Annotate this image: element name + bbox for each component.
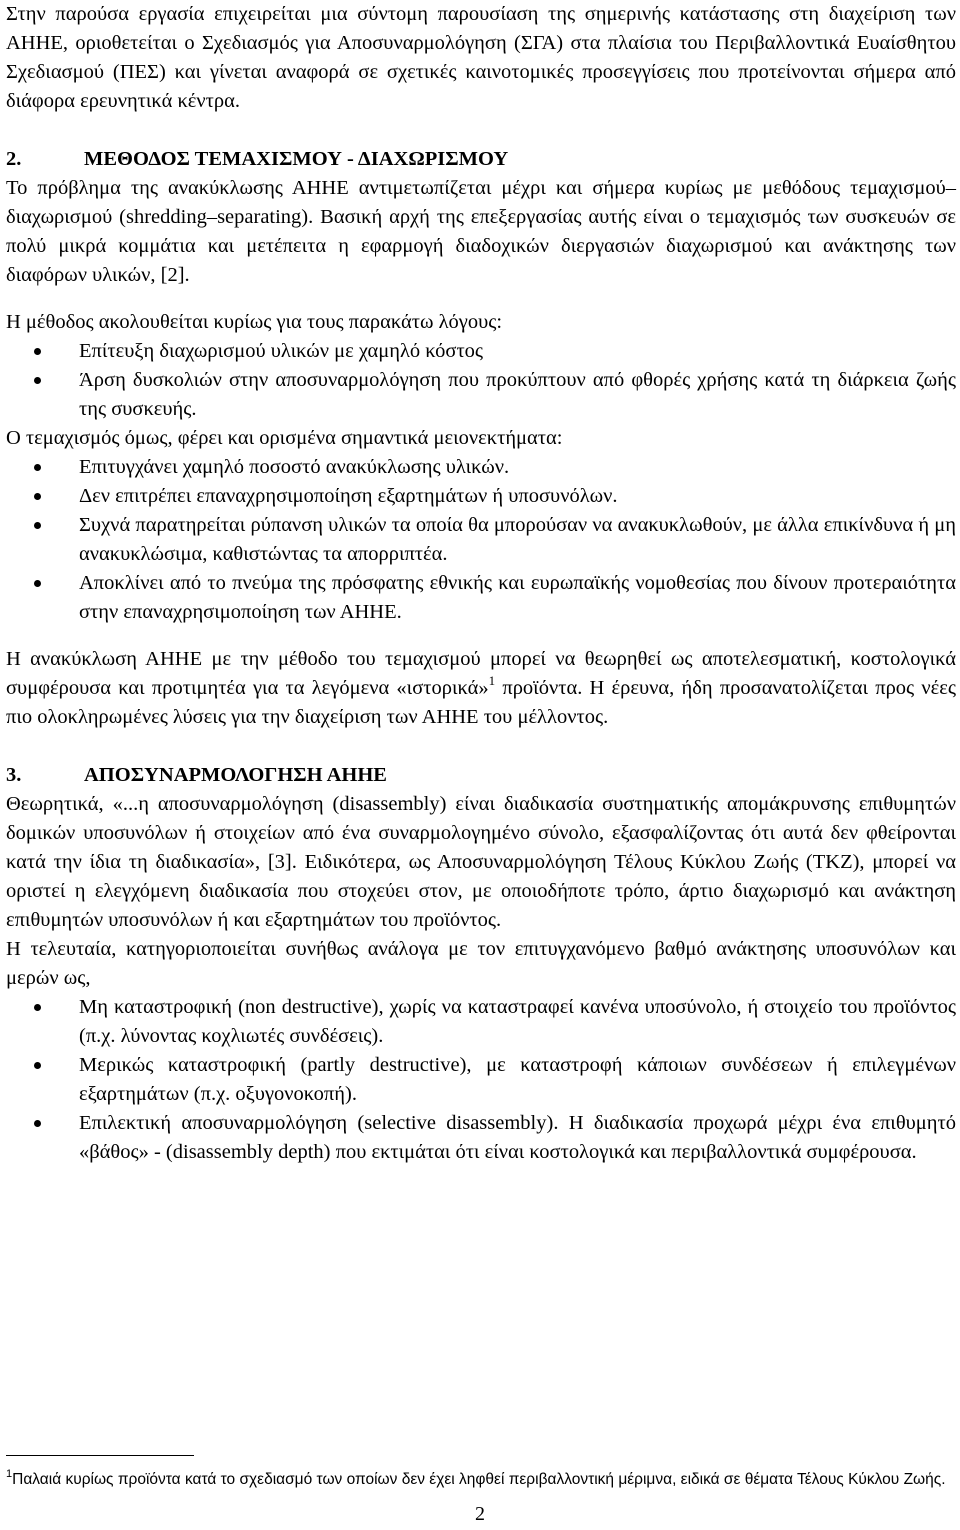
list-item	[6, 453, 956, 482]
list-item	[6, 1109, 956, 1167]
list-item	[6, 511, 956, 569]
list-item	[6, 1051, 956, 1109]
section-3-number: 3.	[6, 764, 22, 786]
bullet-icon	[34, 1004, 41, 1011]
list-item-text: Μερικώς καταστροφική (partly destructive), με καταστροφή κάποιων συνδέσεων ή επιλεγμένων εξαρτημάτων (π.χ. οξυγονοκοπή).	[79, 1054, 956, 1105]
bullet-icon	[34, 377, 41, 384]
section-3-heading	[6, 761, 956, 790]
section-2-title: ΜΕΘΟΔΟΣ ΤΕΜΑΧΙΣΜΟΥ - ΔΙΑΧΩΡΙΣΜΟΥ	[84, 148, 509, 170]
list-item-text: Συχνά παρατηρείται ρύπανση υλικών τα οποία θα μπορούσαν να ανακυκλωθούν, με άλλα επικίνδυνα ή μη ανακυκλώσιμα, καθιστώντας τα απορριπτέα.	[79, 514, 956, 565]
footnote-mark: 1	[6, 1468, 13, 1480]
list-item	[6, 482, 956, 511]
bullet-icon	[34, 348, 41, 355]
section-2-number: 2.	[6, 148, 22, 170]
list-item	[6, 366, 956, 424]
intro-paragraph: Στην παρούσα εργασία επιχειρείται μια σύντομη παρουσίαση της σημερινής κατάστασης στη διαχείριση των ΑΗΗΕ, οριοθετείται ο Σχεδιασμός για Αποσυναρμολόγηση (ΣΓΑ) στα πλαίσια του Περιβαλλοντικά Ευαίσθητου Σχεδιασμού (ΠΕΣ) και γίνεται αναφορά σε σχετικές καινοτομικές προσεγγίσεις που προτείνονται σήμερα από διάφορα ερευνητικά κέντρα.	[6, 3, 956, 112]
bullet-icon	[34, 464, 41, 471]
section-2-paragraph-1: Το πρόβλημα της ανακύκλωσης ΑΗΗΕ αντιμετωπίζεται μέχρι και σήμερα κυρίως με μεθόδους τεμαχισμού–διαχωρισμού (shredding–separating). Βασική αρχή της επεξεργασίας αυτής είναι ο τεμαχισμός των συσκευών σε πολύ μικρά κομμάτια και μετέπειτα η εφαρμογή διαδοχικών διεργασιών διαχωρισμού και ανάκτησης των διαφόρων υλικών, [2].	[6, 177, 956, 286]
paragraph-text: προϊόντα. Η έρευνα, ήδη προσανατολίζεται προς νέες πιο ολοκληρωμένες λύσεις για την διαχείριση των ΑΗΗΕ του μέλλοντος.	[6, 677, 956, 728]
section-3-title: ΑΠΟΣΥΝΑΡΜΟΛΟΓΗΣΗ ΑΗΗΕ	[84, 764, 387, 786]
reasons-list	[6, 337, 956, 424]
drawbacks-list	[6, 453, 956, 627]
list-item-text: Αποκλίνει από το πνεύμα της πρόσφατης εθνικής και ευρωπαϊκής νομοθεσίας που δίνουν προτεραιότητα στην επαναχρησιμοποίηση των ΑΗΗΕ.	[79, 572, 956, 623]
bullet-icon	[34, 1120, 41, 1127]
section-2-heading	[6, 145, 956, 174]
bullet-icon	[34, 522, 41, 529]
list-item-text: Επιτυγχάνει χαμηλό ποσοστό ανακύκλωσης υλικών.	[79, 456, 510, 478]
disassembly-types-list	[6, 993, 956, 1167]
section-3-paragraph-2: Η τελευταία, κατηγοριοποιείται συνήθως ανάλογα με τον επιτυγχανόμενο βαθμό ανάκτησης υποσυνόλων και μερών ως,	[6, 938, 956, 989]
list-item-text: Επιλεκτική αποσυναρμολόγηση (selective disassembly). Η διαδικασία προχωρά μέχρι ένα επιθυμητό «βάθος» - (disassembly depth) που εκτιμάται ότι είναι κοστολογικά και περιβαλλοντικά συμφέρουσα.	[79, 1112, 956, 1163]
list-item	[6, 337, 956, 366]
section-3-paragraph-1: Θεωρητικά, «...η αποσυναρμολόγηση (disassembly) είναι διαδικασία συστηματικής απομάκρυνσης επιθυμητών δομικών υποσυνόλων ή στοιχείων από ένα συναρμολογημένο σύνολο, εξασφαλίζοντας ότι αυτά δεν φθείρονται κατά την ίδια τη διαδικασία», [3]. Ειδικότερα, ως Αποσυναρμολόγηση Τέλους Κύκλου Ζωής (ΤΚΖ), μπορεί να οριστεί η ελεγχόμενη διαδικασία που στοχεύει στον, με οποιοδήποτε τρόπο, άρτιο διαχωρισμό και ανάκτηση επιθυμητών υποσυνόλων ή και εξαρτημάτων του προϊόντος.	[6, 793, 956, 931]
page-number: 2	[475, 1503, 485, 1525]
section-2-paragraph-4	[6, 645, 956, 732]
list-item	[6, 569, 956, 627]
bullet-icon	[34, 1062, 41, 1069]
list-item-text: Άρση δυσκολιών στην αποσυναρμολόγηση που προκύπτουν από φθορές χρήσης κατά τη διάρκεια ζωής της συσκευής.	[79, 369, 956, 420]
list-item	[6, 993, 956, 1051]
document-page	[6, 0, 956, 1167]
bullet-icon	[34, 493, 41, 500]
list-item-text: Επίτευξη διαχωρισμού υλικών με χαμηλό κόστος	[79, 340, 484, 362]
paragraph-text: Η ανακύκλωση ΑΗΗΕ με την μέθοδο του τεμαχισμού μπορεί να θεωρηθεί ως αποτελεσματική, κοστολογικά συμφέρουσα και προτιμητέα για τα λεγόμενα «ιστορικά»	[6, 648, 956, 699]
footnote	[6, 1467, 956, 1493]
list-item-text: Μη καταστροφική (non destructive), χωρίς να καταστραφεί κανένα υποσύνολο, ή στοιχείο του προϊόντος (π.χ. λύνοντας κοχλιωτές συνδέσεις).	[79, 996, 956, 1047]
footnote-reference: 1	[488, 673, 496, 688]
footnote-text: Παλαιά κυρίως προϊόντα κατά το σχεδιασμό των οποίων δεν έχει ληφθεί περιβαλλοντική μέριμνα, ειδικά σε θέματα Τέλους Κύκλου Ζωής.	[12, 1471, 946, 1488]
list-item-text: Δεν επιτρέπει επαναχρησιμοποίηση εξαρτημάτων ή υποσυνόλων.	[79, 485, 618, 507]
section-2-paragraph-3: Ο τεμαχισμός όμως, φέρει και ορισμένα σημαντικά μειονεκτήματα:	[6, 427, 563, 449]
section-2-paragraph-2: Η μέθοδος ακολουθείται κυρίως για τους παρακάτω λόγους:	[6, 311, 503, 333]
footnote-divider	[6, 1455, 194, 1456]
bullet-icon	[34, 580, 41, 587]
